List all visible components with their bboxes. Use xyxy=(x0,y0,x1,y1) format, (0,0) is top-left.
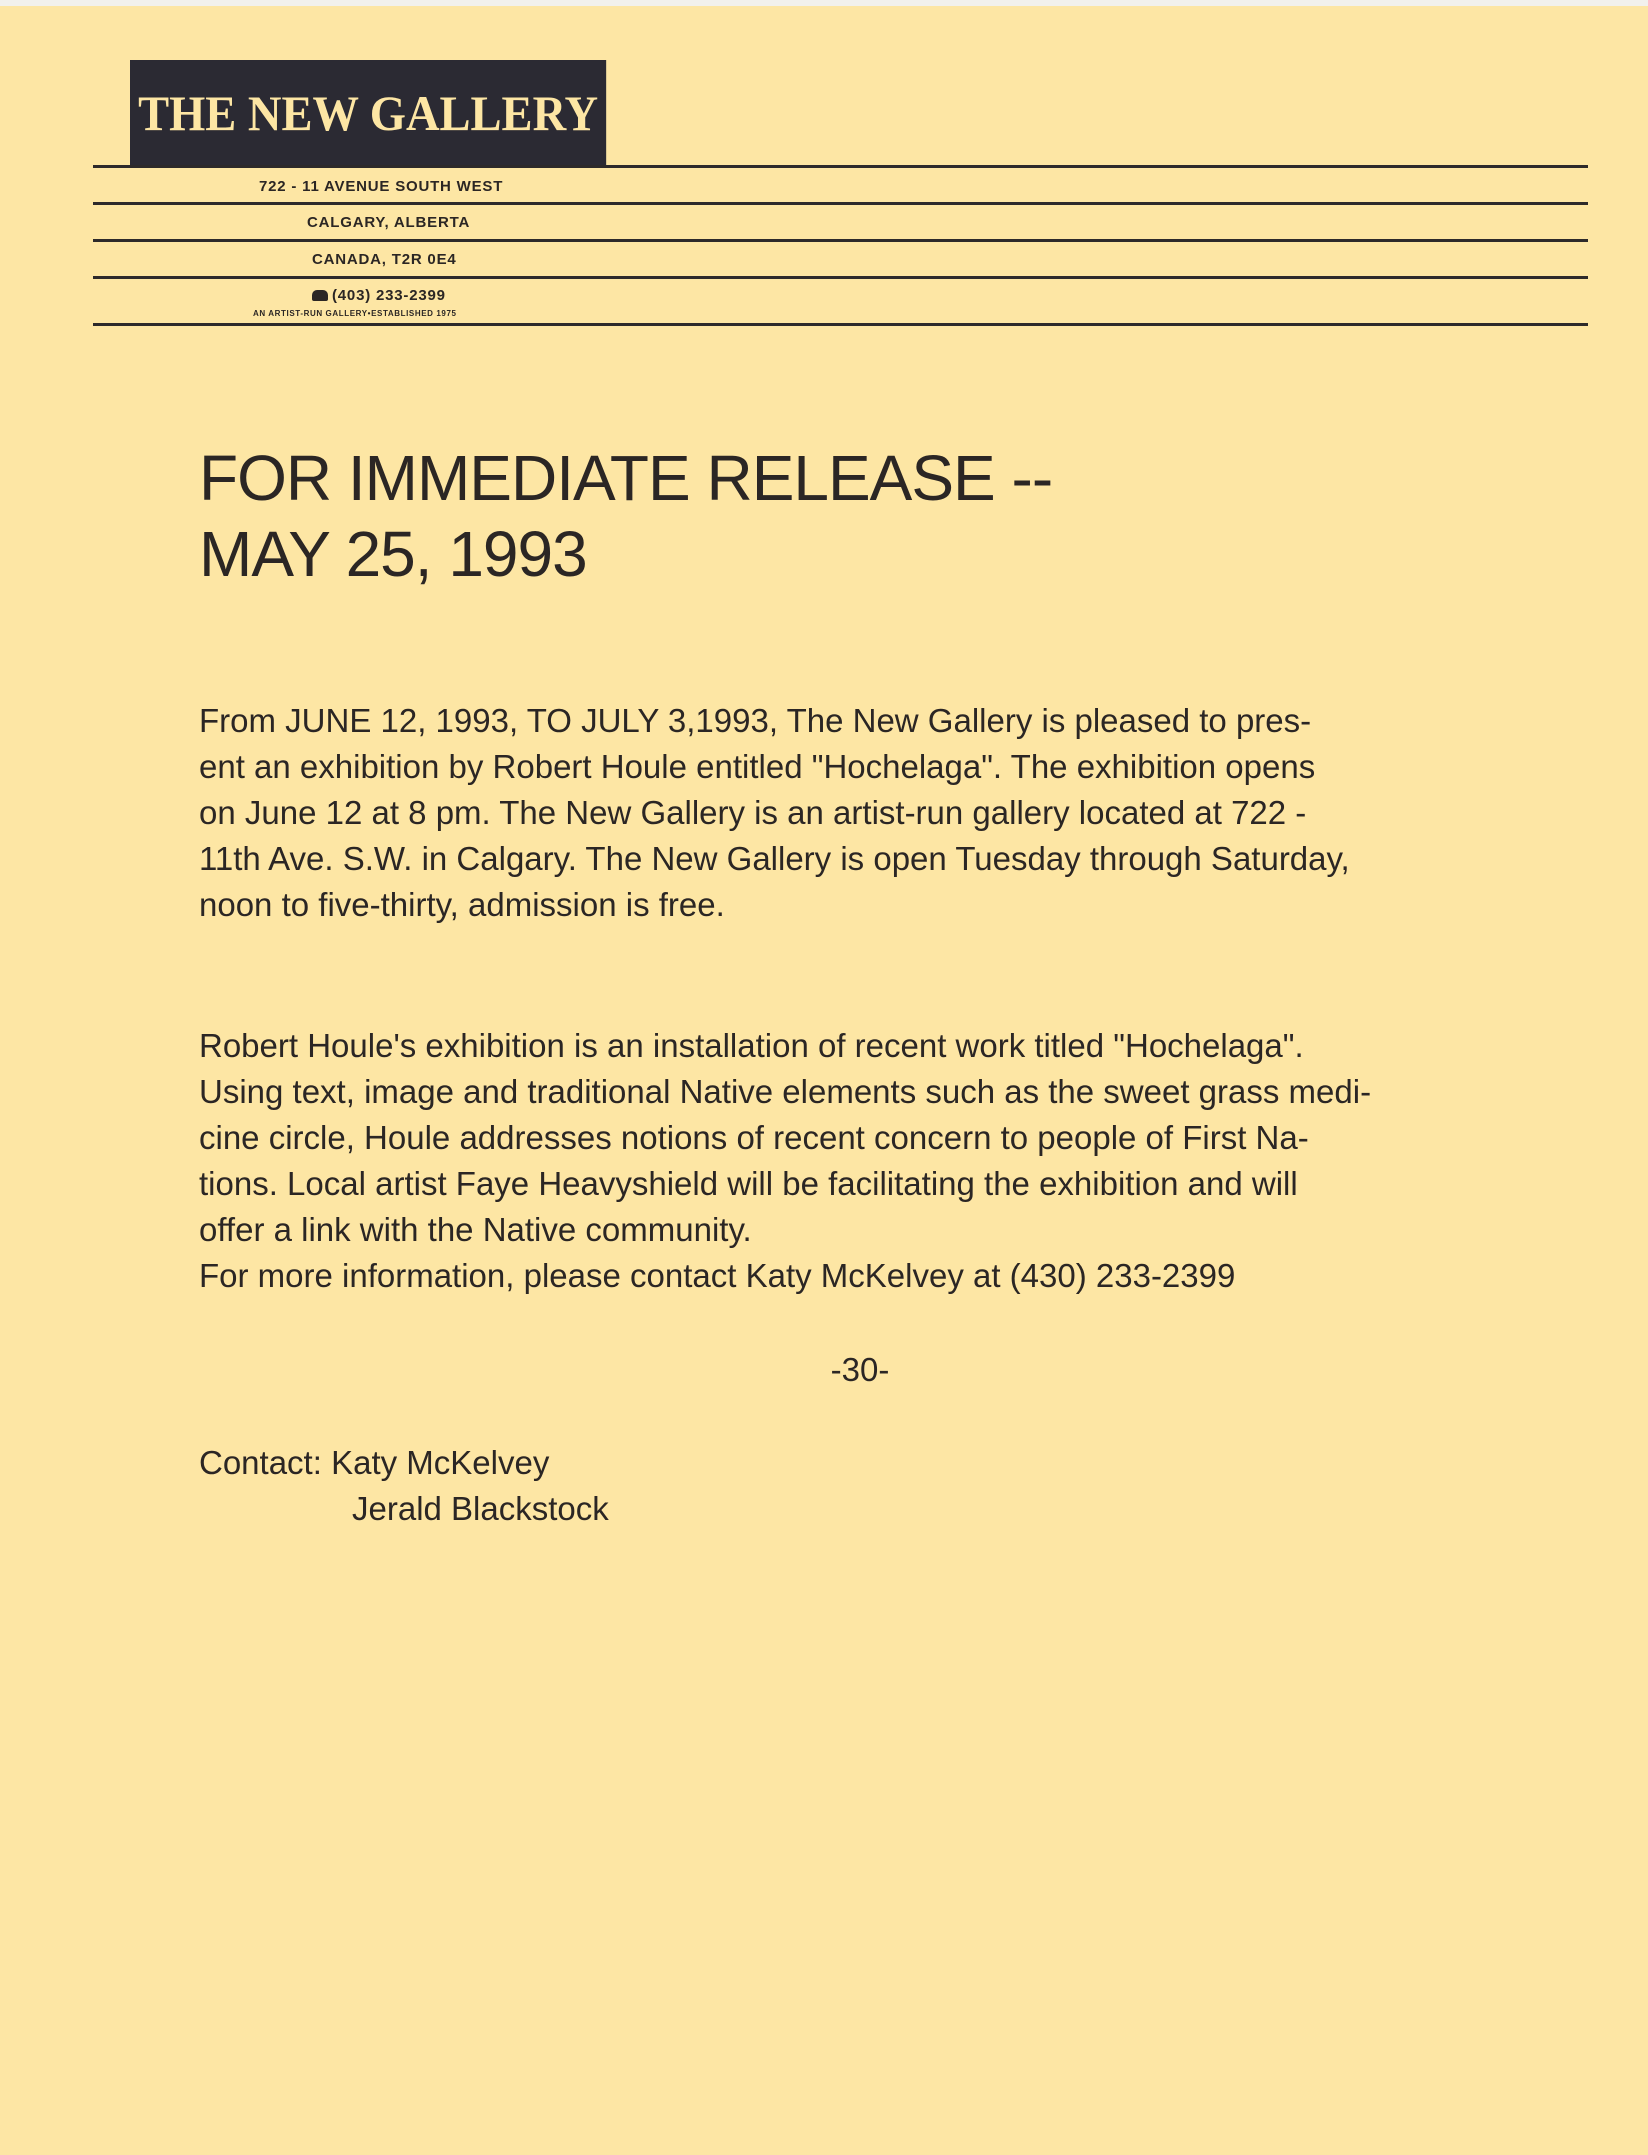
address-line-1: 722 - 11 AVENUE SOUTH WEST xyxy=(259,178,504,195)
letterhead-rule-2 xyxy=(93,202,1588,205)
gallery-tagline: AN ARTIST-RUN GALLERY•ESTABLISHED 1975 xyxy=(253,309,457,318)
letterhead-rule-5 xyxy=(93,323,1588,326)
telephone-icon xyxy=(312,290,328,301)
paragraph-2-line: Robert Houle's exhibition is an installation of recent work titled "Hochelaga". xyxy=(199,1027,1304,1064)
paragraph-1 xyxy=(199,698,1599,928)
letterhead-rule-3 xyxy=(93,239,1588,242)
contact-name-1: Katy McKelvey xyxy=(331,1444,550,1481)
contact-label: Contact: xyxy=(199,1444,322,1481)
paragraph-2-line: tions. Local artist Faye Heavyshield will be facilitating the exhibition and will xyxy=(199,1165,1298,1202)
letterhead-rule-1 xyxy=(93,165,1588,168)
paragraph-1-line: noon to five-thirty, admission is free. xyxy=(199,886,725,923)
paragraph-1-line: on June 12 at 8 pm. The New Gallery is an artist-run gallery located at 722 - xyxy=(199,794,1307,831)
gallery-logo xyxy=(130,60,606,166)
paragraph-1-line: ent an exhibition by Robert Houle entitled "Hochelaga". The exhibition opens xyxy=(199,748,1316,785)
phone-number: (403) 233-2399 xyxy=(332,287,446,304)
phone-line xyxy=(312,287,446,304)
end-mark: -30- xyxy=(830,1351,890,1388)
release-headline xyxy=(199,440,1052,592)
page-top-edge xyxy=(0,0,1648,6)
contact-block xyxy=(199,1440,609,1532)
paragraph-1-line: 11th Ave. S.W. in Calgary. The New Gallery is open Tuesday through Saturday, xyxy=(199,840,1350,877)
address-line-2: CALGARY, ALBERTA xyxy=(307,214,471,231)
paragraph-2-line: For more information, please contact Katy McKelvey at (430) 233-2399 xyxy=(199,1257,1236,1294)
gallery-name: THE NEW GALLERY xyxy=(138,85,599,141)
headline-line-2: MAY 25, 1993 xyxy=(199,518,587,590)
paragraph-1-line: From JUNE 12, 1993, TO JULY 3,1993, The New Gallery is pleased to pres- xyxy=(199,702,1312,739)
contact-name-2: Jerald Blackstock xyxy=(352,1490,609,1527)
paragraph-2-line: cine circle, Houle addresses notions of recent concern to people of First Na- xyxy=(199,1119,1309,1156)
letterhead-rule-4 xyxy=(93,276,1588,279)
headline-line-1: FOR IMMEDIATE RELEASE -- xyxy=(199,442,1053,514)
paragraph-2-line: Using text, image and traditional Native elements such as the sweet grass medi- xyxy=(199,1073,1372,1110)
paragraph-2-line: offer a link with the Native community. xyxy=(199,1211,752,1248)
paragraph-2 xyxy=(199,1023,1599,1299)
address-line-3: CANADA, T2R 0E4 xyxy=(312,251,457,268)
